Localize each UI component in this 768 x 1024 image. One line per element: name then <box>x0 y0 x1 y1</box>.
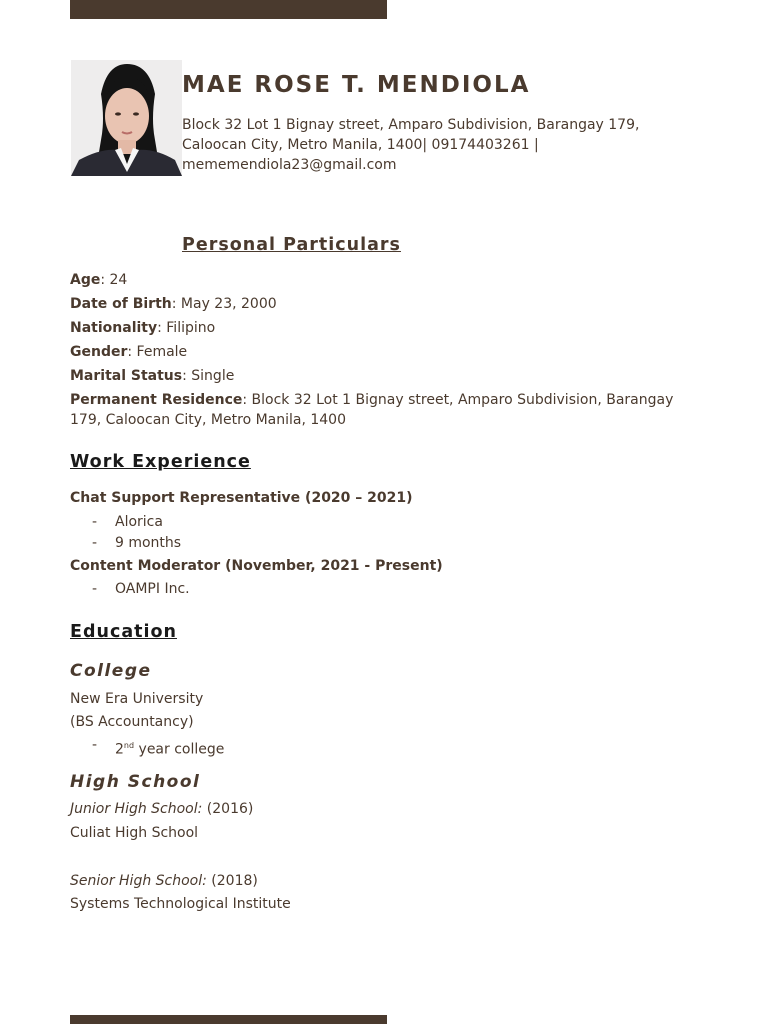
college-year-text: year college <box>134 741 225 758</box>
gender-label: Gender <box>70 344 128 360</box>
profile-photo <box>71 60 182 176</box>
college-year-number: 2 <box>115 741 124 758</box>
job1-bullets <box>70 512 181 554</box>
personal-particulars <box>70 270 690 434</box>
college-year-suffix: nd <box>123 741 135 750</box>
city-phone-line: Caloocan City, Metro Manila, 1400| 09174403261 | <box>182 137 539 153</box>
residence-value: : Block 32 Lot 1 Bignay street, Amparo Subdivision, Barangay 179, Caloocan City, Metro Manila, 1400 <box>70 392 674 428</box>
age-value: : 24 <box>100 272 128 288</box>
job2-employer: OAMPI Inc. <box>115 581 190 597</box>
shs-year: (2018) <box>206 873 258 889</box>
nationality-value: : Filipino <box>157 320 216 336</box>
college-course: (BS Accountancy) <box>70 714 194 730</box>
contact-info <box>182 115 682 175</box>
marital-row <box>70 366 690 386</box>
age-label: Age <box>70 272 101 288</box>
gender-row <box>70 342 690 362</box>
list-item <box>70 512 181 533</box>
shs-school: Systems Technological Institute <box>70 896 291 912</box>
top-decor-bar <box>70 0 387 19</box>
residence-row <box>70 390 690 430</box>
nationality-row <box>70 318 690 338</box>
college-heading: College <box>70 661 152 681</box>
gender-value: : Female <box>127 344 188 360</box>
dob-row <box>70 294 690 314</box>
list-item <box>70 579 190 600</box>
marital-value: : Single <box>182 368 235 384</box>
dob-value: : May 23, 2000 <box>171 296 277 312</box>
dash: - <box>92 535 98 551</box>
college-school: New Era University <box>70 691 204 707</box>
shs-row <box>70 871 258 891</box>
list-item <box>70 735 224 761</box>
job1-employer: Alorica <box>115 514 163 530</box>
address-line: Block 32 Lot 1 Bignay street, Amparo Subdivision, Barangay 179, <box>182 117 640 133</box>
job2-bullets <box>70 579 190 600</box>
bottom-decor-bar <box>70 1015 387 1024</box>
age-row <box>70 270 690 290</box>
job1-title: Chat Support Representative (2020 – 2021) <box>70 490 413 506</box>
email-line: mememendiola23@gmail.com <box>182 157 397 173</box>
marital-label: Marital Status <box>70 368 183 384</box>
dash: - <box>92 514 98 530</box>
candidate-name: MAE ROSE T. MENDIOLA <box>182 72 531 98</box>
education-heading: Education <box>70 622 177 642</box>
job2-title: Content Moderator (November, 2021 - Present) <box>70 558 443 574</box>
shs-label: Senior High School: <box>70 873 207 889</box>
dash: - <box>92 737 98 753</box>
jhs-label: Junior High School: <box>70 801 203 817</box>
residence-label: Permanent Residence <box>70 392 243 408</box>
nationality-label: Nationality <box>70 320 158 336</box>
jhs-year: (2016) <box>202 801 254 817</box>
jhs-school: Culiat High School <box>70 825 199 841</box>
dash: - <box>92 581 98 597</box>
list-item <box>70 533 181 554</box>
dob-label: Date of Birth <box>70 296 172 312</box>
jhs-row <box>70 799 253 819</box>
college-bullets <box>70 735 224 761</box>
personal-particulars-heading: Personal Particulars <box>182 235 401 255</box>
job1-duration: 9 months <box>115 535 182 551</box>
high-school-heading: High School <box>70 772 201 792</box>
work-experience-heading: Work Experience <box>70 452 251 472</box>
